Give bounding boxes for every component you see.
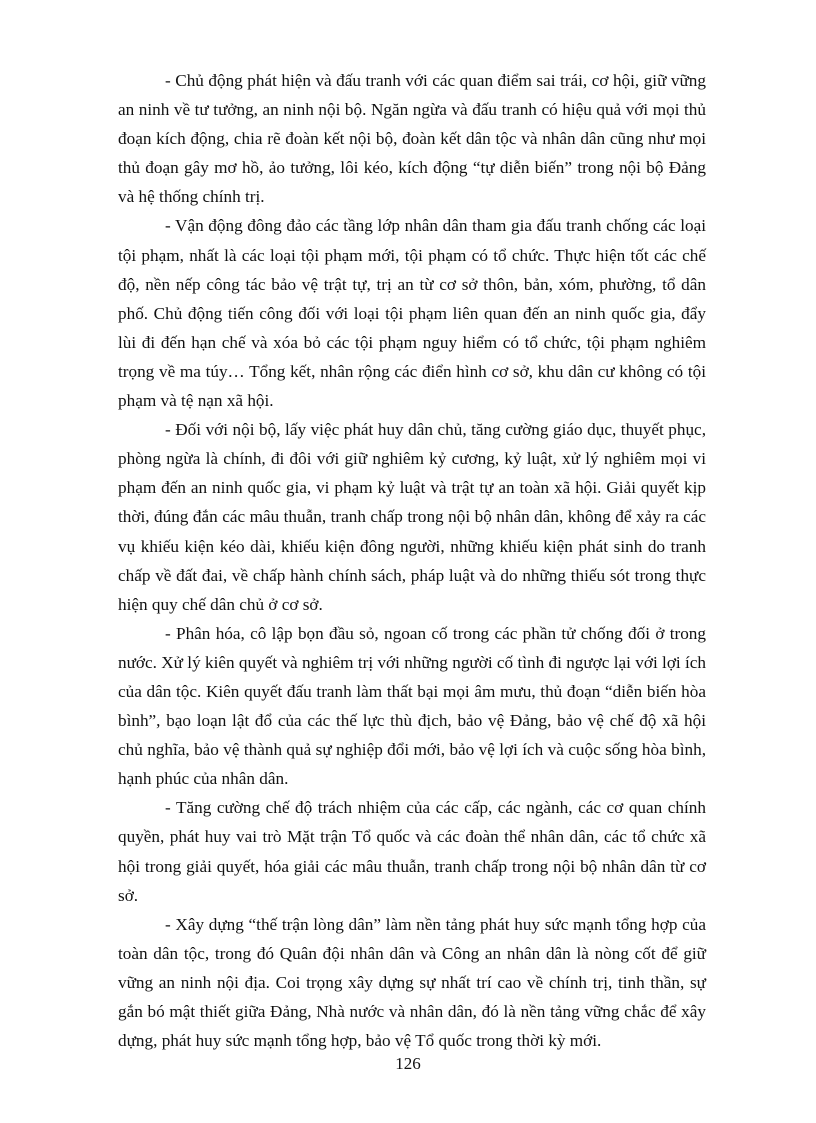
paragraph-1: - Chủ động phát hiện và đấu tranh với các quan điểm sai trái, cơ hội, giữ vững an ninh về tư tưởng, an ninh nội bộ. Ngăn ngừa và đấu tranh có hiệu quả với mọi thủ đoạn kích động, chia rẽ đoàn kết nội bộ, đoàn kết dân tộc và nhân dân cũng như mọi thủ đoạn gây mơ hồ, ảo tưởng, lôi kéo, kích động “tự diễn biến” trong nội bộ Đảng và hệ thống chính trị. [118, 71, 706, 207]
paragraph-5: - Tăng cường chế độ trách nhiệm của các cấp, các ngành, các cơ quan chính quyền, phát huy vai trò Mặt trận Tổ quốc và các đoàn thể nhân dân, các tổ chức xã hội trong giải quyết, hóa giải các mâu thuẫn, tranh chấp trong nội bộ nhân dân từ cơ sở. [118, 798, 706, 905]
page-number: 126 [395, 1054, 421, 1073]
paragraph-3: - Đối với nội bộ, lấy việc phát huy dân chủ, tăng cường giáo dục, thuyết phục, phòng ngừa là chính, đi đôi với giữ nghiêm kỷ cương, kỷ luật, xử lý nghiêm mọi vi phạm đến an ninh quốc gia, vi phạm kỷ luật và trật tự an toàn xã hội. Giải quyết kịp thời, đúng đắn các mâu thuẫn, tranh chấp trong nội bộ nhân dân, không để xảy ra các vụ khiếu kiện kéo dài, khiếu kiện đông người, những khiếu kiện phát sinh do tranh chấp về đất đai, về chấp hành chính sách, pháp luật và do những thiếu sót trong thực hiện quy chế dân chủ ở cơ sở. [118, 420, 706, 614]
document-body [118, 66, 706, 1055]
paragraph-4: - Phân hóa, cô lập bọn đầu sỏ, ngoan cố trong các phần tử chống đối ở trong nước. Xử lý kiên quyết và nghiêm trị với những người cố tình đi ngược lại với lợi ích của dân tộc. Kiên quyết đấu tranh làm thất bại mọi âm mưu, thủ đoạn “diễn biến hòa bình”, bạo loạn lật đổ của các thế lực thù địch, bảo vệ Đảng, bảo vệ chế độ xã hội chủ nghĩa, bảo vệ thành quả sự nghiệp đổi mới, bảo vệ lợi ích và cuộc sống hòa bình, hạnh phúc của nhân dân. [118, 623, 706, 789]
paragraph-2: - Vận động đông đảo các tầng lớp nhân dân tham gia đấu tranh chống các loại tội phạm, nhất là các loại tội phạm mới, tội phạm có tổ chức. Thực hiện tốt các chế độ, nền nếp công tác bảo vệ trật tự, trị an từ cơ sở thôn, bản, xóm, phường, tổ dân phố. Chủ động tiến công đối với loại tội phạm liên quan đến an ninh quốc gia, đẩy lùi đi đến hạn chế và xóa bỏ các tội phạm nguy hiểm có tổ chức, tội phạm nghiêm trọng về ma túy… Tổng kết, nhân rộng các điển hình cơ sở, khu dân cư không có tội phạm và tệ nạn xã hội. [118, 216, 706, 411]
paragraph-6: - Xây dựng “thế trận lòng dân” làm nền tảng phát huy sức mạnh tổng hợp của toàn dân tộc, trong đó Quân đội nhân dân và Công an nhân dân là nòng cốt để giữ vững an ninh nội địa. Coi trọng xây dựng sự nhất trí cao về chính trị, tinh thần, sự gắn bó mật thiết giữa Đảng, Nhà nước và nhân dân, đó là nền tảng vững chắc để xây dựng, phát huy sức mạnh tổng hợp, bảo vệ Tổ quốc trong thời kỳ mới. [118, 914, 706, 1051]
